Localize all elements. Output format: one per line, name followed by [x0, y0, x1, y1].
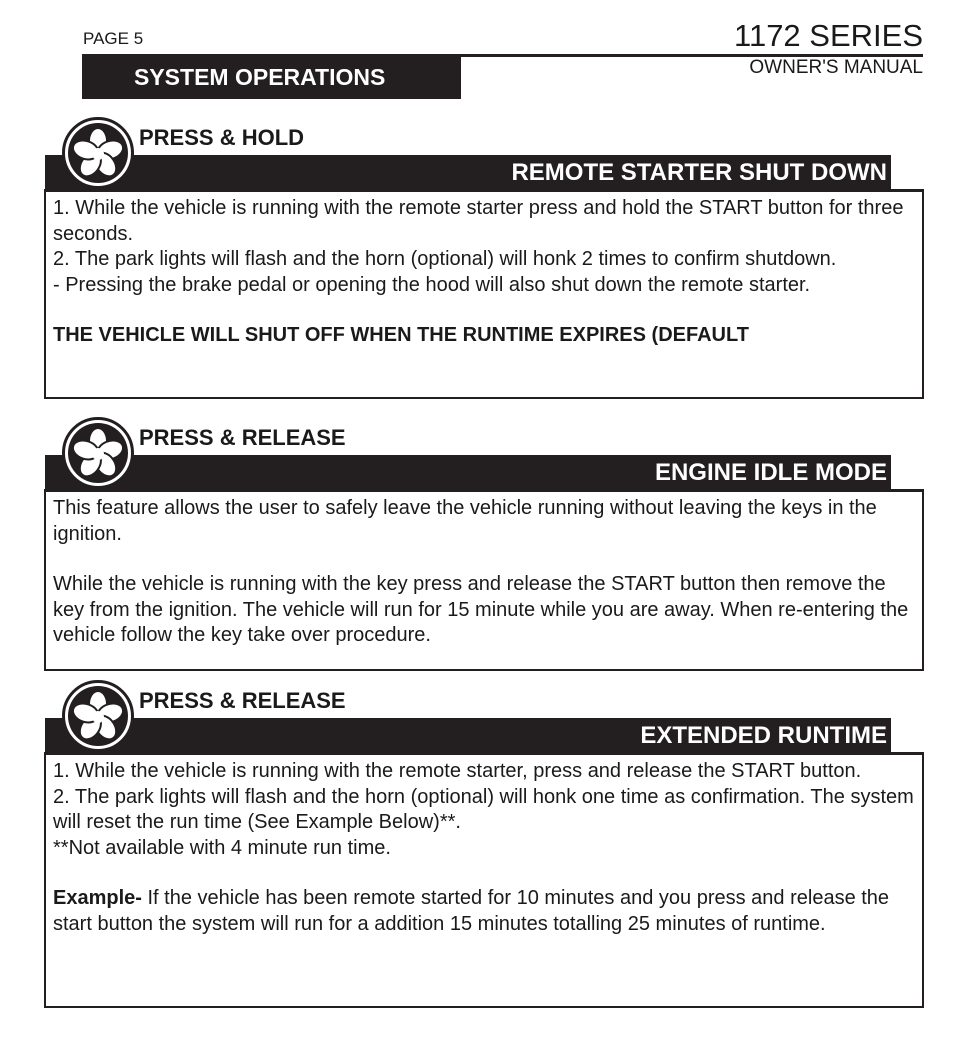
section-body: [44, 189, 924, 399]
section-title: REMOTE STARTER SHUT DOWN: [511, 159, 887, 186]
paragraph: This feature allows the user to safely leave the vehicle running without leaving the keys in the ignition.: [53, 497, 877, 545]
asterisk-icon: [62, 117, 134, 189]
instruction-step: 1. While the vehicle is running with the remote starter, press and release the START button.: [53, 760, 862, 782]
action-label: PRESS & RELEASE: [139, 425, 346, 450]
instruction-step: 1. While the vehicle is running with the remote starter press and hold the START button for three seconds.: [53, 197, 904, 245]
section-banner-label: SYSTEM OPERATIONS: [134, 64, 386, 90]
instruction-note: **Not available with 4 minute run time.: [53, 836, 391, 859]
page-number: PAGE 5: [83, 29, 144, 48]
asterisk-icon: [62, 417, 134, 489]
example-text: If the vehicle has been remote started for 10 minutes and you press and release the start button the system will run for a addition 15 minutes totalling 25 minutes of runtime.: [53, 887, 890, 935]
section-body: [44, 752, 924, 1008]
example-paragraph: [53, 886, 916, 937]
instruction-step: 2. The park lights will flash and the horn (optional) will honk one time as confirmation. The system will reset the run time (See Example Below)**.: [53, 785, 914, 833]
section-title-bar: [45, 155, 891, 191]
section-title-bar: [45, 455, 891, 491]
series-title: 1172 SERIES: [734, 18, 923, 53]
section-title: ENGINE IDLE MODE: [654, 459, 887, 486]
instruction-step: 2. The park lights will flash and the horn (optional) will honk 2 times to confirm shutdown.: [53, 248, 837, 270]
section-title: EXTENDED RUNTIME: [640, 722, 887, 749]
action-label: PRESS & RELEASE: [139, 688, 346, 713]
section-body: [44, 489, 924, 671]
asterisk-icon: [62, 680, 134, 752]
section-banner: [82, 54, 461, 99]
action-label: PRESS & HOLD: [139, 125, 305, 150]
manual-subtitle: OWNER'S MANUAL: [749, 57, 923, 78]
paragraph: While the vehicle is running with the key press and release the START button then remove the key from the ignition. The vehicle will run for 15 minute while you are away. When re-entering the vehicle follow the key take over procedure.: [53, 573, 909, 646]
warning-text: THE VEHICLE WILL SHUT OFF WHEN THE RUNTIME EXPIRES (DEFAULT: [53, 324, 749, 346]
example-label: Example-: [53, 887, 142, 909]
section-title-bar: [45, 718, 891, 754]
instruction-note: - Pressing the brake pedal or opening the hood will also shut down the remote starter.: [53, 273, 811, 296]
